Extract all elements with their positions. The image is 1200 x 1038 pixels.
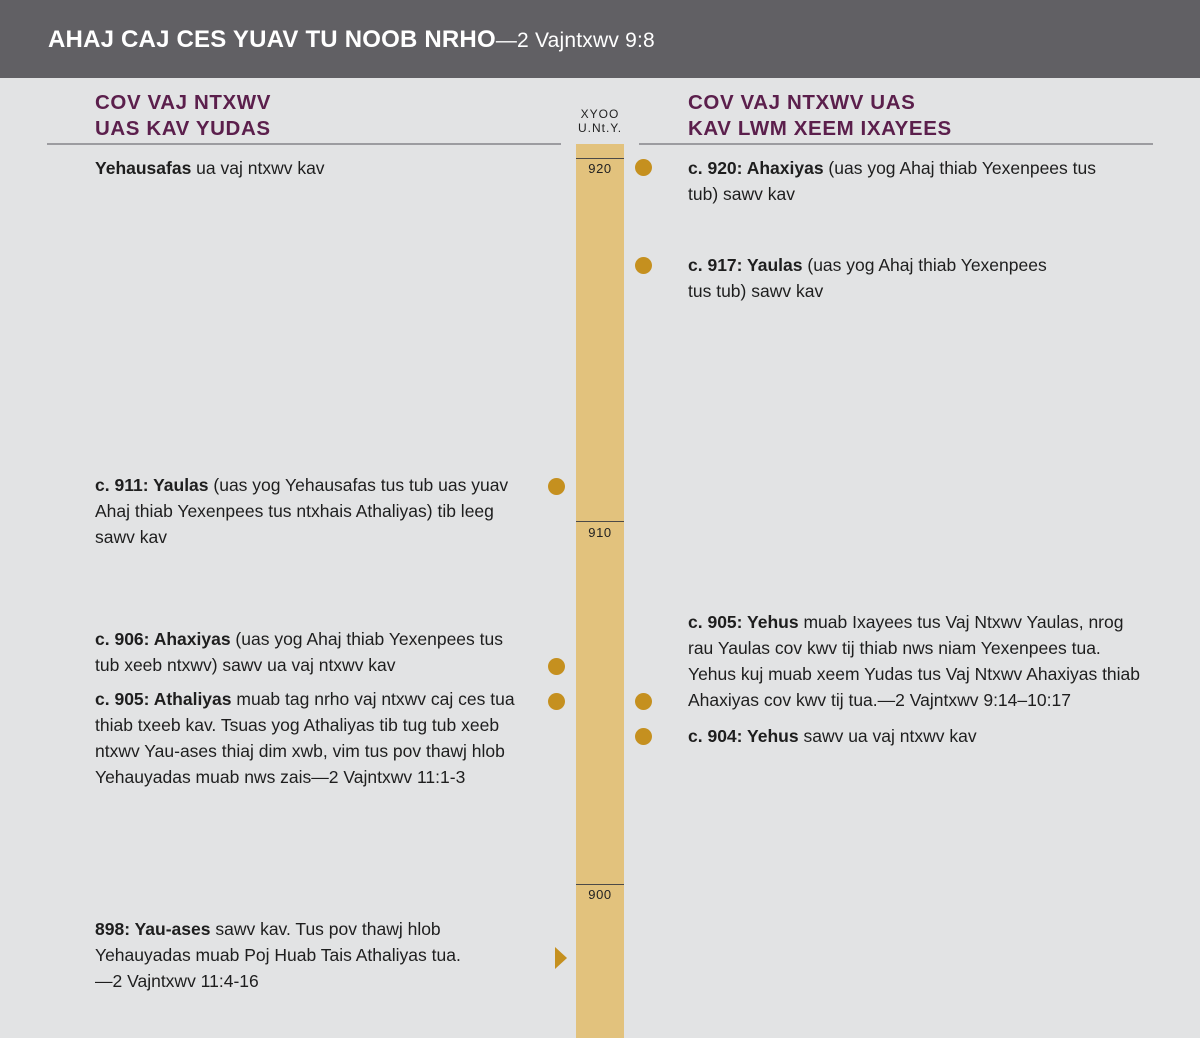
left-heading-rule [47, 143, 561, 145]
event-title: c. 917: Yaulas [688, 255, 803, 275]
year-heading-line-2: U.Nt.Y. [577, 121, 623, 135]
event-title: 898: Yau-ases [95, 919, 211, 939]
event-title: c. 906: Ahaxiyas [95, 629, 231, 649]
event-text: sawv kav. Tus pov thawj hlob Yehauyadas muab Poj Huab Tais Athaliyas tua. —2 Vajntxwv 11:4-16 [95, 919, 461, 991]
year-column-heading [560, 107, 640, 135]
event-text: (uas yog Ahaj thiab Yexenpees tus tub xeeb ntxwv) sawv ua vaj ntxwv kav [95, 629, 503, 675]
right-event-1 [688, 155, 1098, 207]
right-event-4 [688, 723, 1148, 749]
year-heading-line-1: XYOO [580, 107, 620, 121]
left-heading-line-1: COV VAJ NTXWV [95, 91, 271, 114]
right-heading-line-2: KAV LWM XEEM IXAYEES [688, 117, 952, 140]
timeline-tick-920 [576, 158, 624, 159]
event-marker-dot [635, 159, 652, 176]
timeline-tick-900 [576, 884, 624, 885]
page-title [48, 26, 655, 54]
event-text: sawv ua vaj ntxwv kav [798, 726, 977, 746]
left-event-5 [95, 916, 481, 994]
event-marker-arrow-icon [555, 947, 567, 969]
event-text: ua vaj ntxwv kav [191, 158, 325, 178]
timeline-tick-label-920: 920 [588, 161, 612, 176]
event-text: muab Ixayees tus Vaj Ntxwv Yaulas, nrog rau Yaulas cov kwv tij thiab nws niam Yexenpees tua. Yehus kuj muab xeem Yudas tus Vaj Ntxwv Ahaxiyas thiab Ahaxiyas cov kwv tij tua.—2 Vajntxwv 9:14–10:17 [688, 612, 1141, 710]
event-text: (uas yog Ahaj thiab Yexenpees tus tub) sawv kav [688, 255, 1047, 301]
event-title: c. 911: Yaulas [95, 475, 209, 495]
timeline-tick-label-900: 900 [588, 887, 612, 902]
event-text: (uas yog Ahaj thiab Yexenpees tus tub) sawv kav [688, 158, 1096, 204]
timeline-tick-label-910: 910 [588, 525, 612, 540]
event-marker-dot [635, 257, 652, 274]
event-title: c. 905: Yehus [688, 612, 799, 632]
left-event-1 [95, 155, 515, 181]
right-heading-line-1: COV VAJ NTXWV UAS [688, 91, 916, 114]
right-column-heading [688, 90, 952, 142]
event-marker-dot [548, 658, 565, 675]
event-title: Yehausafas [95, 158, 192, 178]
left-event-2 [95, 472, 515, 550]
event-title: c. 920: Ahaxiyas [688, 158, 824, 178]
event-title: c. 905: Athaliyas [95, 689, 232, 709]
event-marker-dot [635, 693, 652, 710]
event-text: muab tag nrho vaj ntxwv caj ces tua thiab txeeb kav. Tsuas yog Athaliyas tib tug tub xeeb ntxwv Yau-ases thiaj dim xwb, vim tus pov thawj hlob Yehauyadas muab nws zais—2 Vajntxwv 11:1-3 [95, 689, 515, 787]
event-title: c. 904: Yehus [688, 726, 799, 746]
right-event-3 [688, 609, 1148, 713]
right-event-2 [688, 252, 1074, 304]
right-heading-rule [639, 143, 1153, 145]
event-marker-dot [548, 478, 565, 495]
left-event-3 [95, 626, 515, 678]
event-text: (uas yog Yehausafas tus tub uas yuav Ahaj thiab Yexenpees tus ntxhais Athaliyas) tib leeg sawv kav [95, 475, 509, 547]
title-main: AHAJ CAJ CES YUAV TU NOOB NRHO [48, 26, 496, 53]
event-marker-dot [635, 728, 652, 745]
title-reference: —2 Vajntxwv 9:8 [495, 29, 655, 52]
timeline-bar [576, 144, 624, 1038]
header-bar [0, 0, 1200, 78]
left-column-heading [95, 90, 271, 142]
left-event-4 [95, 686, 517, 790]
event-marker-dot [548, 693, 565, 710]
timeline-tick-910 [576, 521, 624, 522]
left-heading-line-2: UAS KAV YUDAS [95, 117, 271, 140]
